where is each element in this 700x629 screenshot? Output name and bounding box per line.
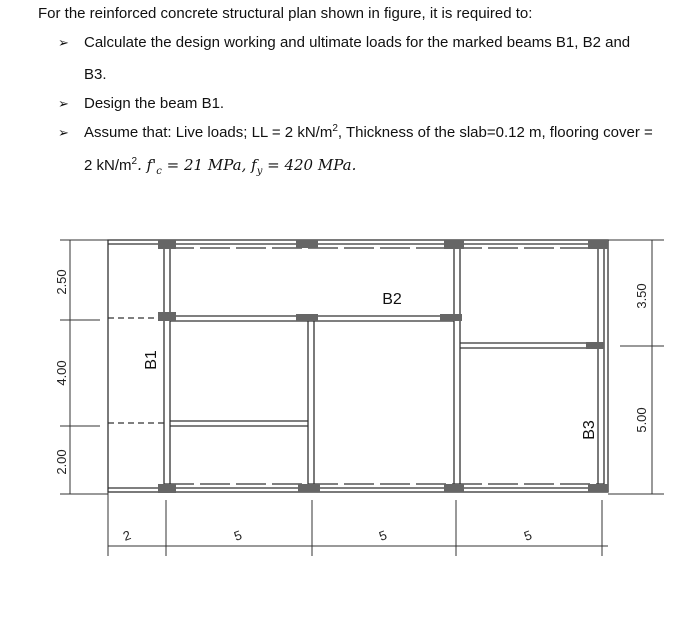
column	[444, 484, 464, 492]
column	[296, 314, 318, 321]
assume-prefix: Assume that: Live loads; LL = 2 kN/m	[84, 124, 333, 141]
beam-label-b1: B1	[143, 350, 160, 370]
assume-sup-2: 2	[131, 156, 138, 167]
column	[158, 484, 176, 493]
task-2-text: Design the beam B1.	[84, 95, 225, 112]
plan-outline	[108, 240, 608, 492]
column	[158, 312, 176, 321]
column	[158, 240, 176, 249]
column	[296, 240, 318, 248]
bottom-dimension-line	[108, 492, 608, 556]
column	[298, 484, 320, 492]
assume-sub-y: y	[256, 166, 263, 177]
column	[444, 240, 464, 249]
assume-line2-prefix: 2 kN/m	[84, 157, 132, 174]
right-dim-2: 5.00	[634, 407, 649, 433]
right-dimension-line	[608, 240, 664, 494]
outer-boundary	[108, 240, 608, 492]
assume-middle: , Thickness of the slab=0.12 m, flooring cover =	[337, 124, 653, 141]
column	[440, 314, 462, 321]
column	[588, 240, 608, 249]
beam-label-b3: B3	[581, 420, 598, 440]
column	[588, 484, 608, 492]
task-1-line-2: B3.	[84, 66, 107, 83]
columns	[158, 240, 608, 493]
bottom-dim-3: 5	[376, 527, 389, 544]
arrow-bullet-icon: ➢	[58, 96, 69, 111]
column	[586, 342, 604, 349]
left-dim-3: 2.00	[54, 449, 69, 475]
arrow-bullet-icon: ➢	[58, 35, 69, 50]
bottom-dim-1: 2	[120, 527, 133, 544]
assume-fc: . f'	[137, 156, 157, 174]
left-dimension-line	[60, 240, 120, 494]
assume-sup-1: 2	[332, 123, 338, 134]
beam-label-b2: B2	[382, 291, 402, 308]
right-dim-1: 3.50	[634, 283, 649, 309]
arrow-bullet-icon: ➢	[58, 125, 69, 140]
bottom-dim-4: 5	[521, 527, 534, 544]
bottom-dim-2: 5	[231, 527, 244, 544]
assume-eq-1: = 21 MPa, f	[161, 156, 257, 174]
problem-title: For the reinforced concrete structural plan shown in figure, it is required to:	[38, 5, 533, 22]
left-dim-2: 4.00	[54, 360, 69, 386]
left-dim-1: 2.50	[54, 269, 69, 295]
task-1-line-1: Calculate the design working and ultimate loads for the marked beams B1, B2 and	[84, 34, 631, 51]
assume-eq-2: = 420 MPa.	[262, 156, 357, 174]
assume-sub-c: c	[156, 166, 162, 177]
